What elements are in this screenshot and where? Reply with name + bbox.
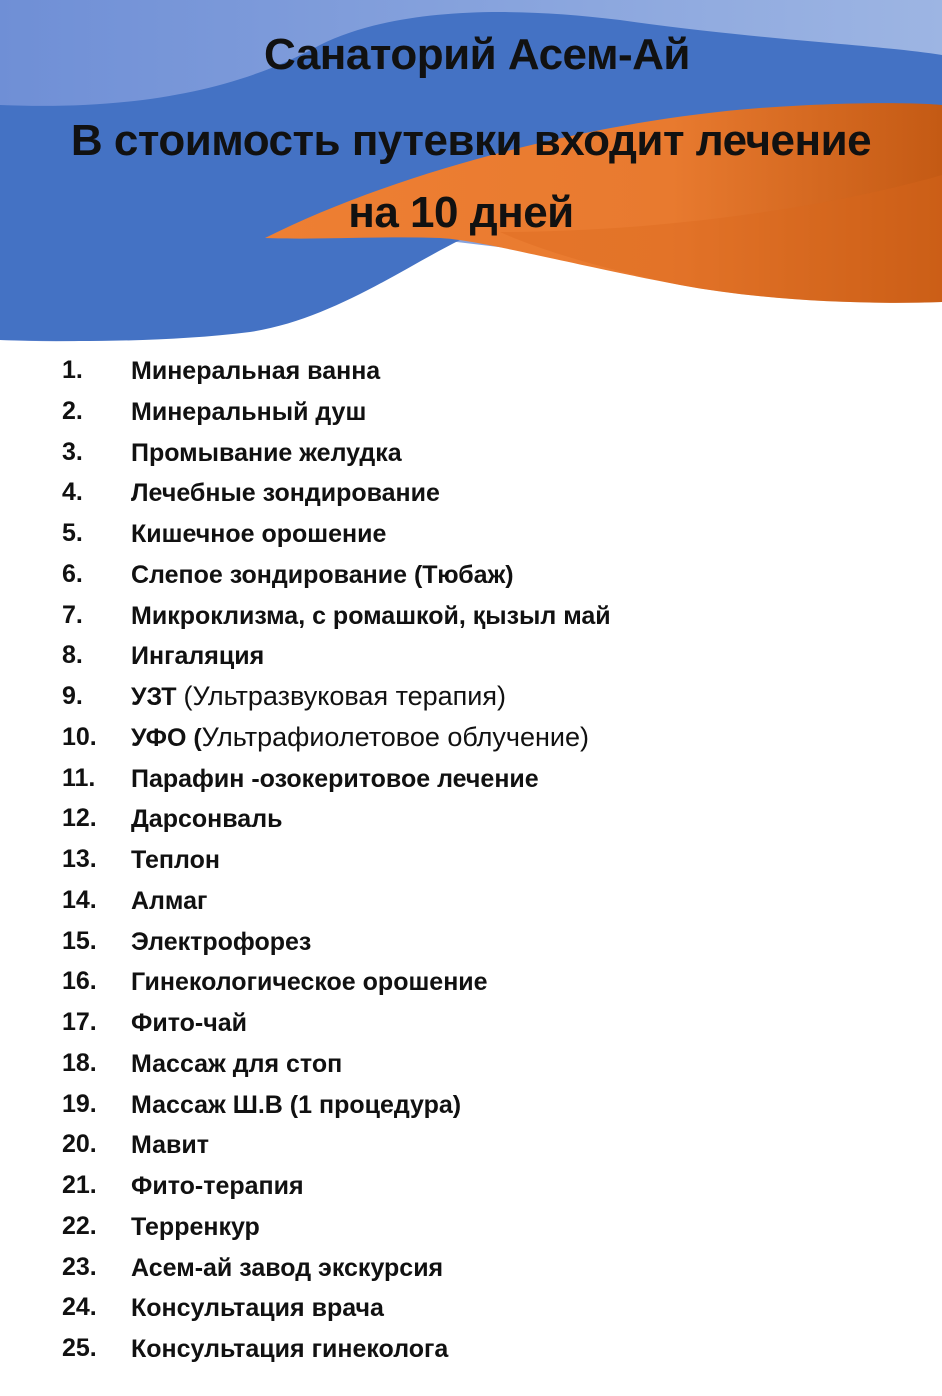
list-item	[62, 679, 611, 720]
list-item	[62, 1168, 611, 1209]
item-label-bold: Промывание желудка	[131, 438, 402, 467]
list-item	[62, 435, 611, 476]
list-item	[62, 761, 611, 802]
item-label-bold: Дарсонваль	[131, 805, 283, 834]
item-label	[131, 761, 539, 802]
list-item	[62, 924, 611, 965]
item-number: 6.	[62, 559, 83, 588]
item-number: 4.	[62, 478, 83, 507]
item-label	[131, 801, 282, 842]
list-item	[62, 842, 611, 883]
item-label-bold: Минеральный душ	[131, 397, 367, 426]
item-label-bold: Алмаг	[131, 886, 208, 915]
list-item	[62, 394, 611, 435]
item-label-bold: Микроклизма, с ромашкой, қызыл май	[131, 601, 611, 630]
sanatorium-title: Санаторий Асем-Ай	[264, 30, 690, 79]
item-label-bold: Мавит	[131, 1131, 210, 1160]
item-label	[131, 435, 402, 476]
list-item	[62, 638, 611, 679]
item-label-bold: Электрофорез	[131, 927, 312, 956]
item-label	[131, 1168, 304, 1209]
list-item	[62, 1250, 611, 1291]
item-number: 23.	[62, 1252, 97, 1281]
item-label-bold: Асем-ай завод экскурсия	[131, 1253, 444, 1282]
item-label-bold: Консультация врача	[131, 1294, 384, 1323]
list-item	[62, 598, 611, 639]
item-number: 11.	[62, 763, 96, 792]
item-label-bold: Парафин -озокеритовое лечение	[131, 764, 539, 793]
list-item	[62, 557, 611, 598]
item-label	[131, 1127, 209, 1168]
list-item	[62, 475, 611, 516]
item-label	[131, 1046, 342, 1087]
list-item	[62, 1087, 611, 1128]
list-item	[62, 1046, 611, 1087]
item-number: 14.	[62, 885, 97, 914]
item-number: 1.	[62, 356, 83, 384]
list-item	[62, 353, 611, 394]
list-item	[62, 516, 611, 557]
item-label-bold: Массаж для стоп	[131, 1049, 343, 1078]
item-label	[131, 475, 440, 516]
item-label	[131, 1290, 384, 1331]
item-label-bold: Минеральная ванна	[131, 357, 381, 385]
item-number: 16.	[62, 967, 97, 996]
treatment-list	[62, 353, 611, 1372]
list-item	[62, 1127, 611, 1168]
list-item	[62, 1005, 611, 1046]
item-label-bold: Кишечное орошение	[131, 520, 387, 548]
list-item	[62, 1290, 611, 1331]
list-item	[62, 1331, 611, 1372]
item-label-bold: УЗТ	[131, 683, 184, 711]
item-label	[131, 394, 366, 435]
item-label	[131, 1005, 247, 1046]
item-number: 17.	[62, 1008, 97, 1036]
item-label-bold: Консультация гинеколога	[131, 1335, 449, 1363]
item-label	[131, 516, 386, 557]
item-label	[131, 842, 220, 883]
item-number: 18.	[62, 1048, 97, 1077]
item-label	[131, 638, 264, 679]
item-label	[131, 557, 514, 598]
item-label-bold: Массаж Ш.В (1 процедура)	[131, 1090, 462, 1119]
item-number: 24.	[62, 1293, 97, 1322]
item-number: 10.	[62, 722, 97, 751]
item-number: 7.	[62, 600, 83, 629]
item-number: 8.	[62, 641, 83, 670]
list-item	[62, 964, 611, 1005]
item-label	[131, 720, 589, 761]
list-item	[62, 801, 611, 842]
item-number: 19.	[62, 1089, 97, 1118]
item-label-bold: Гинекологическое орошение	[131, 968, 488, 997]
list-item	[62, 1209, 611, 1250]
item-number: 9.	[62, 682, 83, 710]
item-label	[131, 1250, 443, 1291]
item-label	[131, 964, 488, 1005]
item-number: 5.	[62, 519, 83, 547]
item-number: 21.	[62, 1171, 97, 1199]
item-number: 13.	[62, 845, 97, 873]
item-number: 25.	[62, 1334, 97, 1362]
item-number: 20.	[62, 1130, 97, 1159]
item-label	[131, 883, 207, 924]
item-label-bold: Лечебные зондирование	[131, 479, 440, 508]
item-label-bold: Фито-чай	[131, 1009, 248, 1037]
item-label	[131, 1209, 260, 1250]
item-label-bold: Фито-терапия	[131, 1172, 304, 1200]
item-label-bold: Теплон	[131, 846, 220, 874]
item-label-bold: УФО (	[131, 723, 202, 752]
item-number: 3.	[62, 437, 83, 466]
list-item	[62, 883, 611, 924]
item-label	[131, 1331, 448, 1372]
item-number: 12.	[62, 804, 97, 833]
item-label	[131, 353, 380, 394]
item-number: 15.	[62, 926, 97, 955]
item-label-bold: Ингаляция	[131, 642, 265, 671]
subtitle-line-2: на 10 дней	[348, 188, 574, 237]
item-label-regular: (Ультразвуковая терапия)	[183, 681, 506, 711]
item-label-regular: Ультрафиолетовое облучение)	[201, 721, 589, 752]
item-label	[131, 1087, 461, 1128]
item-label-bold: Слепое зондирование (Тюбаж)	[131, 560, 514, 589]
item-label	[131, 679, 506, 720]
subtitle-line-1: В стоимость путевки входит лечение	[70, 116, 872, 165]
item-number: 2.	[62, 396, 83, 425]
item-label-bold: Терренкур	[131, 1212, 260, 1241]
item-label	[131, 924, 311, 965]
item-number: 22.	[62, 1211, 97, 1240]
list-item	[62, 720, 611, 761]
item-label	[131, 598, 611, 639]
